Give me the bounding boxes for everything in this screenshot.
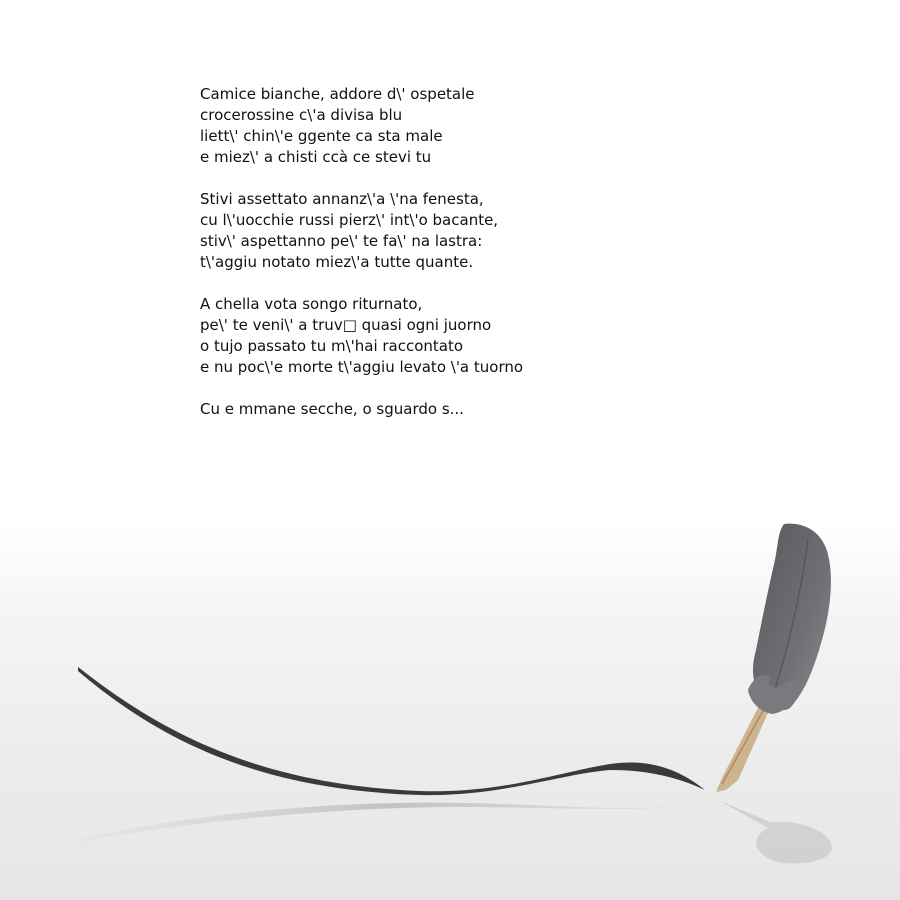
- poem-line: pe\' te veni\' a truv□ quasi ogni juorno: [200, 316, 492, 334]
- feather-reflection: [718, 800, 832, 863]
- ink-stroke: [78, 667, 705, 795]
- ink-stroke-reflection: [78, 803, 700, 842]
- poem-line: stiv\' aspettanno pe\' te fa\' na lastra:: [200, 232, 483, 250]
- poem-line: cu l\'uocchie russi pierz\' int\'o bacante,: [200, 211, 499, 229]
- poem-line: crocerossine c\'a divisa blu: [200, 106, 403, 124]
- poem-line: Cu e mmane secche, o sguardo s...: [200, 400, 464, 418]
- poem-line: liett\' chin\'e ggente ca sta male: [200, 127, 443, 145]
- poem-line: A chella vota songo riturnato,: [200, 295, 423, 313]
- poem-line: Stivi assettato annanz\'a \'na fenesta,: [200, 190, 484, 208]
- poem-line: Camice bianche, addore d\' ospetale: [200, 85, 475, 103]
- quill-shaft-line: [722, 702, 768, 784]
- poem-line: e miez\' a chisti ccà ce stevi tu: [200, 148, 432, 166]
- poem-line: e nu poc\'e morte t\'aggiu levato \'a tuorno: [200, 358, 524, 376]
- poem-line: t\'aggiu notato miez\'a tutte quante.: [200, 253, 474, 271]
- poem-line: o tujo passato tu m\'hai raccontato: [200, 337, 464, 355]
